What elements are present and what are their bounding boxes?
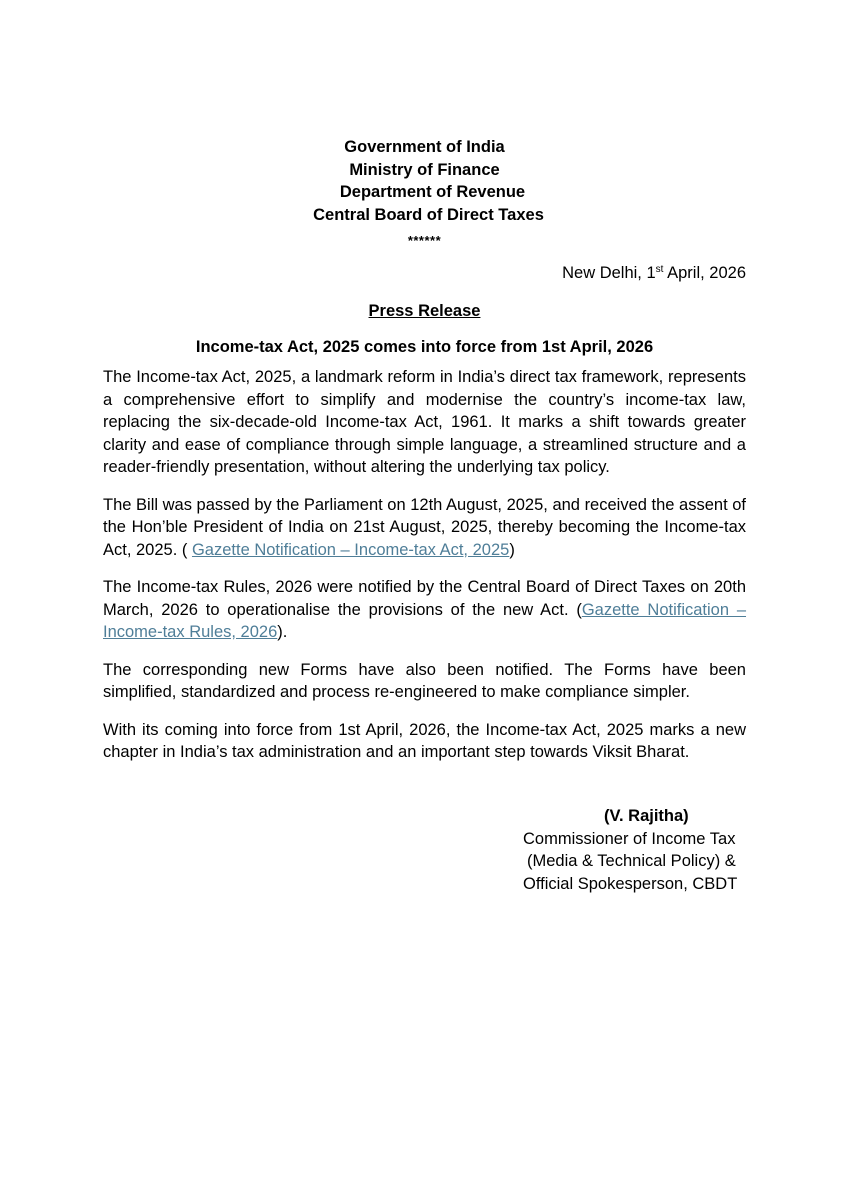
- signatory-designation: Commissioner of Income Tax: [523, 829, 736, 848]
- paragraph-5: With its coming into force from 1st April, 2026, the Income-tax Act, 2025 marks a new chapter in India’s tax administration and an important step towards Viksit Bharat.: [103, 720, 746, 761]
- dateline-date: April, 2026: [663, 264, 746, 282]
- signature-block: [523, 805, 783, 895]
- paragraph-1: The Income-tax Act, 2025, a landmark reform in India’s direct tax framework, represents a comprehensive effort to simplify and modernise the country’s income-tax law, replacing the six-decade-old Income-tax Act, 1961. It marks a shift towards greater clarity and ease of compliance through simple language, a streamlined structure and a reader-friendly presentation, without altering the underlying tax policy.: [103, 368, 746, 476]
- ministry-heading: Ministry of Finance: [349, 160, 500, 179]
- board-heading: Central Board of Direct Taxes: [313, 205, 544, 224]
- letterhead: [103, 136, 746, 226]
- paragraph-3: [103, 576, 746, 644]
- paragraph-2: [103, 494, 746, 562]
- dateline: [103, 262, 746, 284]
- press-release-document: [103, 136, 746, 764]
- press-release-title: Press Release: [368, 302, 481, 320]
- signatory-role: Official Spokesperson, CBDT: [523, 874, 738, 893]
- paragraph-4: The corresponding new Forms have also been notified. The Forms have been simplified, standardized and process re-engineered to make compliance simpler.: [103, 660, 746, 701]
- dateline-suffix: st: [655, 264, 664, 275]
- paragraph-3-text: The Income-tax Rules, 2026 were notified by the Central Board of Direct Taxes on 20th March, 2026 to operationalise the provisions of the new Act. (: [103, 578, 746, 619]
- paragraph-2-text: The Bill was passed by the Parliament on 12th August, 2025, and received the assent of the Hon’ble President of India on 21st August, 2025, thereby becoming the Income-tax Act, 2025. (: [103, 495, 746, 559]
- government-heading: Government of India: [344, 138, 505, 156]
- dateline-place: New Delhi, 1: [562, 264, 656, 282]
- separator-stars: ******: [407, 233, 442, 248]
- subject-heading: Income-tax Act, 2025 comes into force from 1st April, 2026: [195, 338, 654, 356]
- gazette-act-link[interactable]: Gazette Notification – Income-tax Act, 2025: [191, 540, 510, 559]
- department-heading: Department of Revenue: [339, 183, 526, 201]
- gazette-rules-link[interactable]: Gazette Notification – Income-tax Rules, 2026: [103, 600, 747, 641]
- paragraph-2-end: ): [509, 540, 515, 559]
- signatory-department: (Media & Technical Policy) &: [527, 852, 736, 870]
- signatory-name: (V. Rajitha): [604, 807, 689, 825]
- paragraph-3-end: ).: [277, 623, 288, 641]
